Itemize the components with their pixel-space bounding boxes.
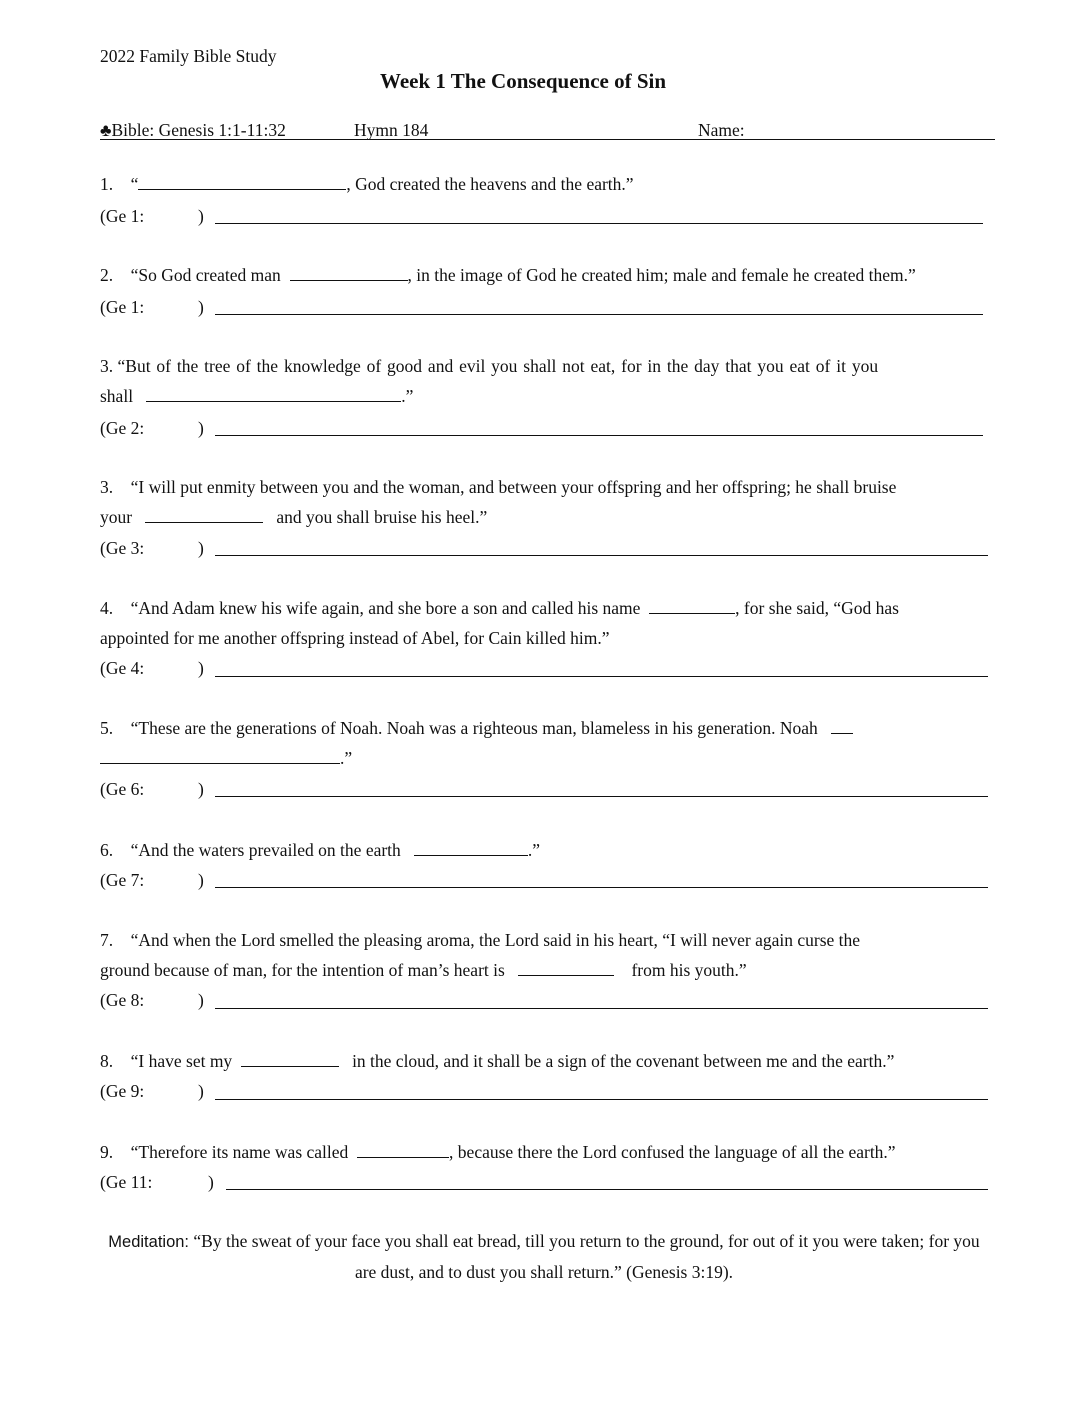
verse-ref-close: ) (198, 297, 204, 317)
verse-ref-label: (Ge 4: (100, 658, 145, 678)
question-text: , in the image of God he created him; male and female he created them.” (407, 265, 916, 285)
question-7 (100, 930, 860, 951)
answer-blank[interactable] (100, 762, 340, 764)
question-4-line-2: appointed for me another offspring instead of Abel, for Cain killed him.” (100, 628, 610, 648)
verse-ref-close: ) (198, 658, 204, 678)
verse-ref-label: (Ge 1: (100, 206, 145, 226)
question-text: shall (100, 386, 134, 406)
verse-ref-label: (Ge 6: (100, 779, 145, 799)
verse-ref-label: (Ge 3: (100, 538, 145, 558)
question-4 (100, 598, 899, 619)
answer-blank[interactable] (357, 1156, 449, 1158)
verse-ref-label: (Ge 11: (100, 1172, 153, 1192)
question-text: “And Adam knew his wife again, and she bore a son and called his name (130, 598, 641, 618)
question-text: “These are the generations of Noah. Noah was a righteous man, blameless in his generation. Noah (130, 718, 818, 738)
verse-ref-label: (Ge 9: (100, 1081, 145, 1101)
question-text: “I have set my (130, 1051, 233, 1071)
question-text: .” (340, 748, 353, 768)
verse-ref-close: ) (198, 990, 204, 1010)
question-text: in the cloud, and it shall be a sign of the covenant between me and the earth.” (352, 1051, 895, 1071)
series-label: 2022 Family Bible Study (100, 46, 277, 66)
verse-ref-label: (Ge 1: (100, 297, 145, 317)
question-text: ground because of man, for the intention of man’s heart is (100, 960, 505, 980)
question-3b (100, 477, 896, 498)
question-1 (100, 174, 634, 195)
question-text: from his youth.” (631, 960, 747, 980)
page-title: Week 1 The Consequence of Sin (380, 69, 667, 93)
answer-blank[interactable] (138, 188, 346, 190)
question-2 (100, 265, 916, 286)
bible-info (100, 120, 286, 141)
question-6 (100, 840, 540, 861)
meditation (100, 1226, 988, 1287)
verse-answer-line[interactable] (215, 223, 983, 224)
question-text: and you shall bruise his heel.” (276, 507, 488, 527)
verse-answer-line[interactable] (215, 314, 983, 315)
question-number: 4. (100, 598, 114, 618)
question-number: 3. (100, 477, 114, 497)
question-number: 2. (100, 265, 114, 285)
verse-answer-line[interactable] (215, 1008, 988, 1009)
question-number: 3. (100, 356, 114, 376)
verse-ref-label: (Ge 2: (100, 418, 145, 438)
bible-reference: Bible: Genesis 1:1-11:32 (111, 120, 286, 140)
answer-blank[interactable] (649, 612, 735, 614)
hymn-number: Hymn 184 (354, 120, 429, 140)
question-number: 8. (100, 1051, 114, 1071)
question-8 (100, 1051, 894, 1072)
question-text: your (100, 507, 133, 527)
verse-ref-close: ) (198, 779, 204, 799)
question-9 (100, 1142, 896, 1163)
verse-ref-close: ) (198, 1081, 204, 1101)
answer-blank[interactable] (146, 400, 401, 402)
verse-answer-line[interactable] (215, 1099, 988, 1100)
verse-answer-line[interactable] (215, 435, 983, 436)
question-text: “ (130, 174, 139, 194)
answer-blank[interactable] (290, 279, 408, 281)
question-number: 9. (100, 1142, 114, 1162)
answer-blank[interactable] (145, 521, 263, 523)
verse-ref-close: ) (198, 418, 204, 438)
question-text: , God created the heavens and the earth.” (346, 174, 634, 194)
question-text: “So God created man (130, 265, 281, 285)
club-icon: ♣ (100, 120, 112, 140)
answer-blank[interactable] (241, 1065, 339, 1067)
name-label: Name: (698, 120, 745, 140)
question-text: “And when the Lord smelled the pleasing aroma, the Lord said in his heart, “I will never again curse the (130, 930, 861, 950)
verse-answer-line[interactable] (215, 887, 988, 888)
verse-ref-label: (Ge 8: (100, 990, 145, 1010)
verse-ref-close: ) (198, 870, 204, 890)
verse-answer-line[interactable] (215, 796, 988, 797)
question-text: “I will put enmity between you and the woman, and between your offspring and her offspring; he shall bruise (130, 477, 897, 497)
question-number: 6. (100, 840, 114, 860)
answer-blank[interactable] (518, 974, 614, 976)
question-5-line-2 (100, 748, 352, 769)
question-3 (100, 356, 878, 377)
verse-ref-close: ) (198, 206, 204, 226)
question-number: 1. (100, 174, 114, 194)
verse-answer-line[interactable] (226, 1189, 988, 1190)
question-3-line-2 (100, 386, 413, 407)
question-7-line-2 (100, 960, 747, 981)
verse-ref-label: (Ge 7: (100, 870, 145, 890)
question-3b-line-2 (100, 507, 487, 528)
question-5 (100, 718, 853, 739)
verse-ref-close: ) (208, 1172, 214, 1192)
verse-answer-line[interactable] (215, 676, 988, 677)
question-text: , because there the Lord confused the language of all the earth.” (449, 1142, 896, 1162)
header-rule (100, 139, 995, 140)
answer-blank[interactable] (414, 854, 528, 856)
question-text: .” (527, 840, 541, 860)
verse-answer-line[interactable] (215, 555, 988, 556)
verse-ref-close: ) (198, 538, 204, 558)
question-text: “Therefore its name was called (130, 1142, 349, 1162)
answer-blank[interactable] (831, 732, 853, 734)
question-text: “And the waters prevailed on the earth (130, 840, 401, 860)
question-text: “But of the tree of the knowledge of good and evil you shall not eat, for in the day that you eat of it you (117, 356, 879, 376)
question-text: , for she said, “God has (735, 598, 899, 618)
meditation-label: Meditation: (108, 1233, 190, 1251)
meditation-text: “By the sweat of your face you shall eat bread, till you return to the ground, for out of it you were taken; for you are dust, and to dust you shall return.” (Genesis 3:19). (193, 1231, 980, 1282)
question-text: .” (401, 386, 414, 406)
question-number: 5. (100, 718, 114, 738)
question-number: 7. (100, 930, 114, 950)
